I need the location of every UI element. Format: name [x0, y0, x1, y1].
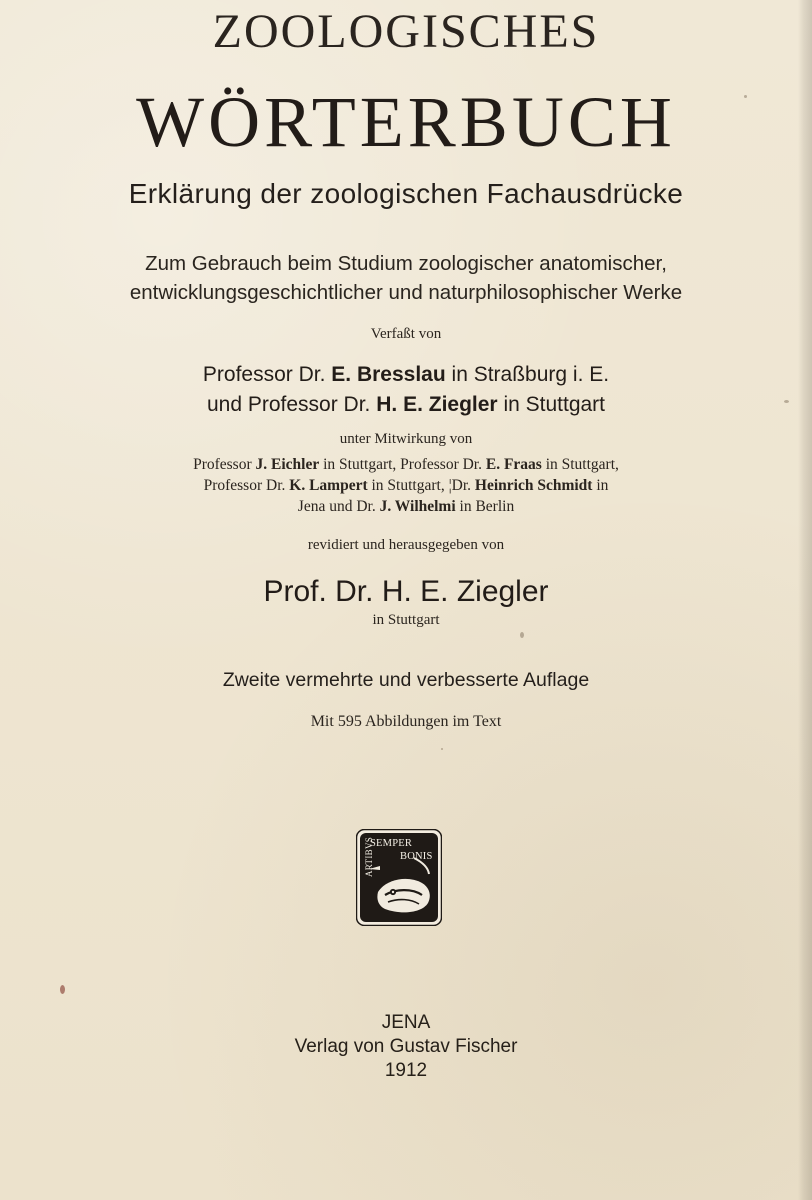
publisher-name: Verlag von Gustav Fischer [294, 1036, 518, 1057]
collaboration-label: unter Mitwirkung von [339, 431, 473, 447]
author-line-1-post: in Straßburg i. E. [445, 363, 610, 386]
editor-label: revidiert und herausgegeben von [307, 537, 505, 553]
collab-2-post: in [592, 477, 609, 494]
author-line-2-pre: und Professor Dr. [206, 393, 377, 416]
collab-fraas: E. Fraas [485, 456, 542, 473]
collab-1-pre: Professor [193, 456, 256, 473]
publisher-block [0, 1011, 812, 1083]
collaborator-line-3 [0, 496, 812, 517]
authors-block [0, 360, 812, 420]
collab-3-pre: Jena und Dr. [297, 498, 380, 515]
editor-name: Prof. Dr. H. E. Ziegler [263, 575, 549, 608]
collaborator-line-2 [0, 475, 812, 496]
collab-1-post: in Stuttgart, [541, 456, 619, 473]
subtitle: Erklärung der zoologischen Fachausdrücke [128, 178, 684, 209]
collab-2-mid: in Stuttgart, ¦Dr. [367, 477, 475, 494]
editor-city: in Stuttgart [372, 612, 440, 628]
collab-eichler: J. Eichler [255, 456, 320, 473]
authors-label: Verfaßt von [370, 326, 442, 342]
author-line-2 [0, 390, 812, 420]
collab-1-mid: in Stuttgart, Professor Dr. [319, 456, 486, 473]
collab-2-pre: Professor Dr. [203, 477, 290, 494]
emblem-word-bonis: BONIS [400, 851, 433, 862]
edition-statement: Zweite vermehrte und verbesserte Auflage [222, 669, 590, 691]
emblem-word-semper: SEMPER [370, 838, 413, 849]
description-line-1: Zum Gebrauch beim Studium zoologischer anatomischer, [145, 252, 667, 275]
publication-year: 1912 [384, 1060, 428, 1081]
collaborators-block [0, 454, 812, 517]
title-line-2: WÖRTERBUCH [136, 82, 676, 162]
paper-speck [520, 632, 524, 638]
collab-schmidt: Heinrich Schmidt [474, 477, 593, 494]
publisher-city: JENA [381, 1012, 431, 1033]
description [0, 249, 812, 307]
collab-3-post: in Berlin [455, 498, 515, 515]
author-line-1 [0, 360, 812, 390]
author-line-1-pre: Professor Dr. [202, 363, 332, 386]
paper-speck [441, 748, 443, 750]
title-line-1: ZOOLOGISCHES [212, 5, 600, 58]
illustrations-note: Mit 595 Abbildungen im Text [310, 713, 502, 730]
collaborator-line-1 [0, 454, 812, 475]
collab-lampert: K. Lampert [289, 477, 368, 494]
paper-speck [60, 985, 65, 994]
author-bresslau: E. Bresslau [331, 363, 446, 386]
emblem-word-artibvs: ARTIBVS [364, 836, 374, 877]
publisher-emblem-icon [356, 829, 442, 926]
emblem-svg [356, 829, 442, 926]
collab-wilhelmi: J. Wilhelmi [379, 498, 456, 515]
author-line-2-post: in Stuttgart [497, 393, 605, 416]
description-line-2: entwicklungsgeschichtlicher und naturphilosophischer Werke [129, 281, 683, 304]
author-ziegler: H. E. Ziegler [376, 393, 498, 416]
